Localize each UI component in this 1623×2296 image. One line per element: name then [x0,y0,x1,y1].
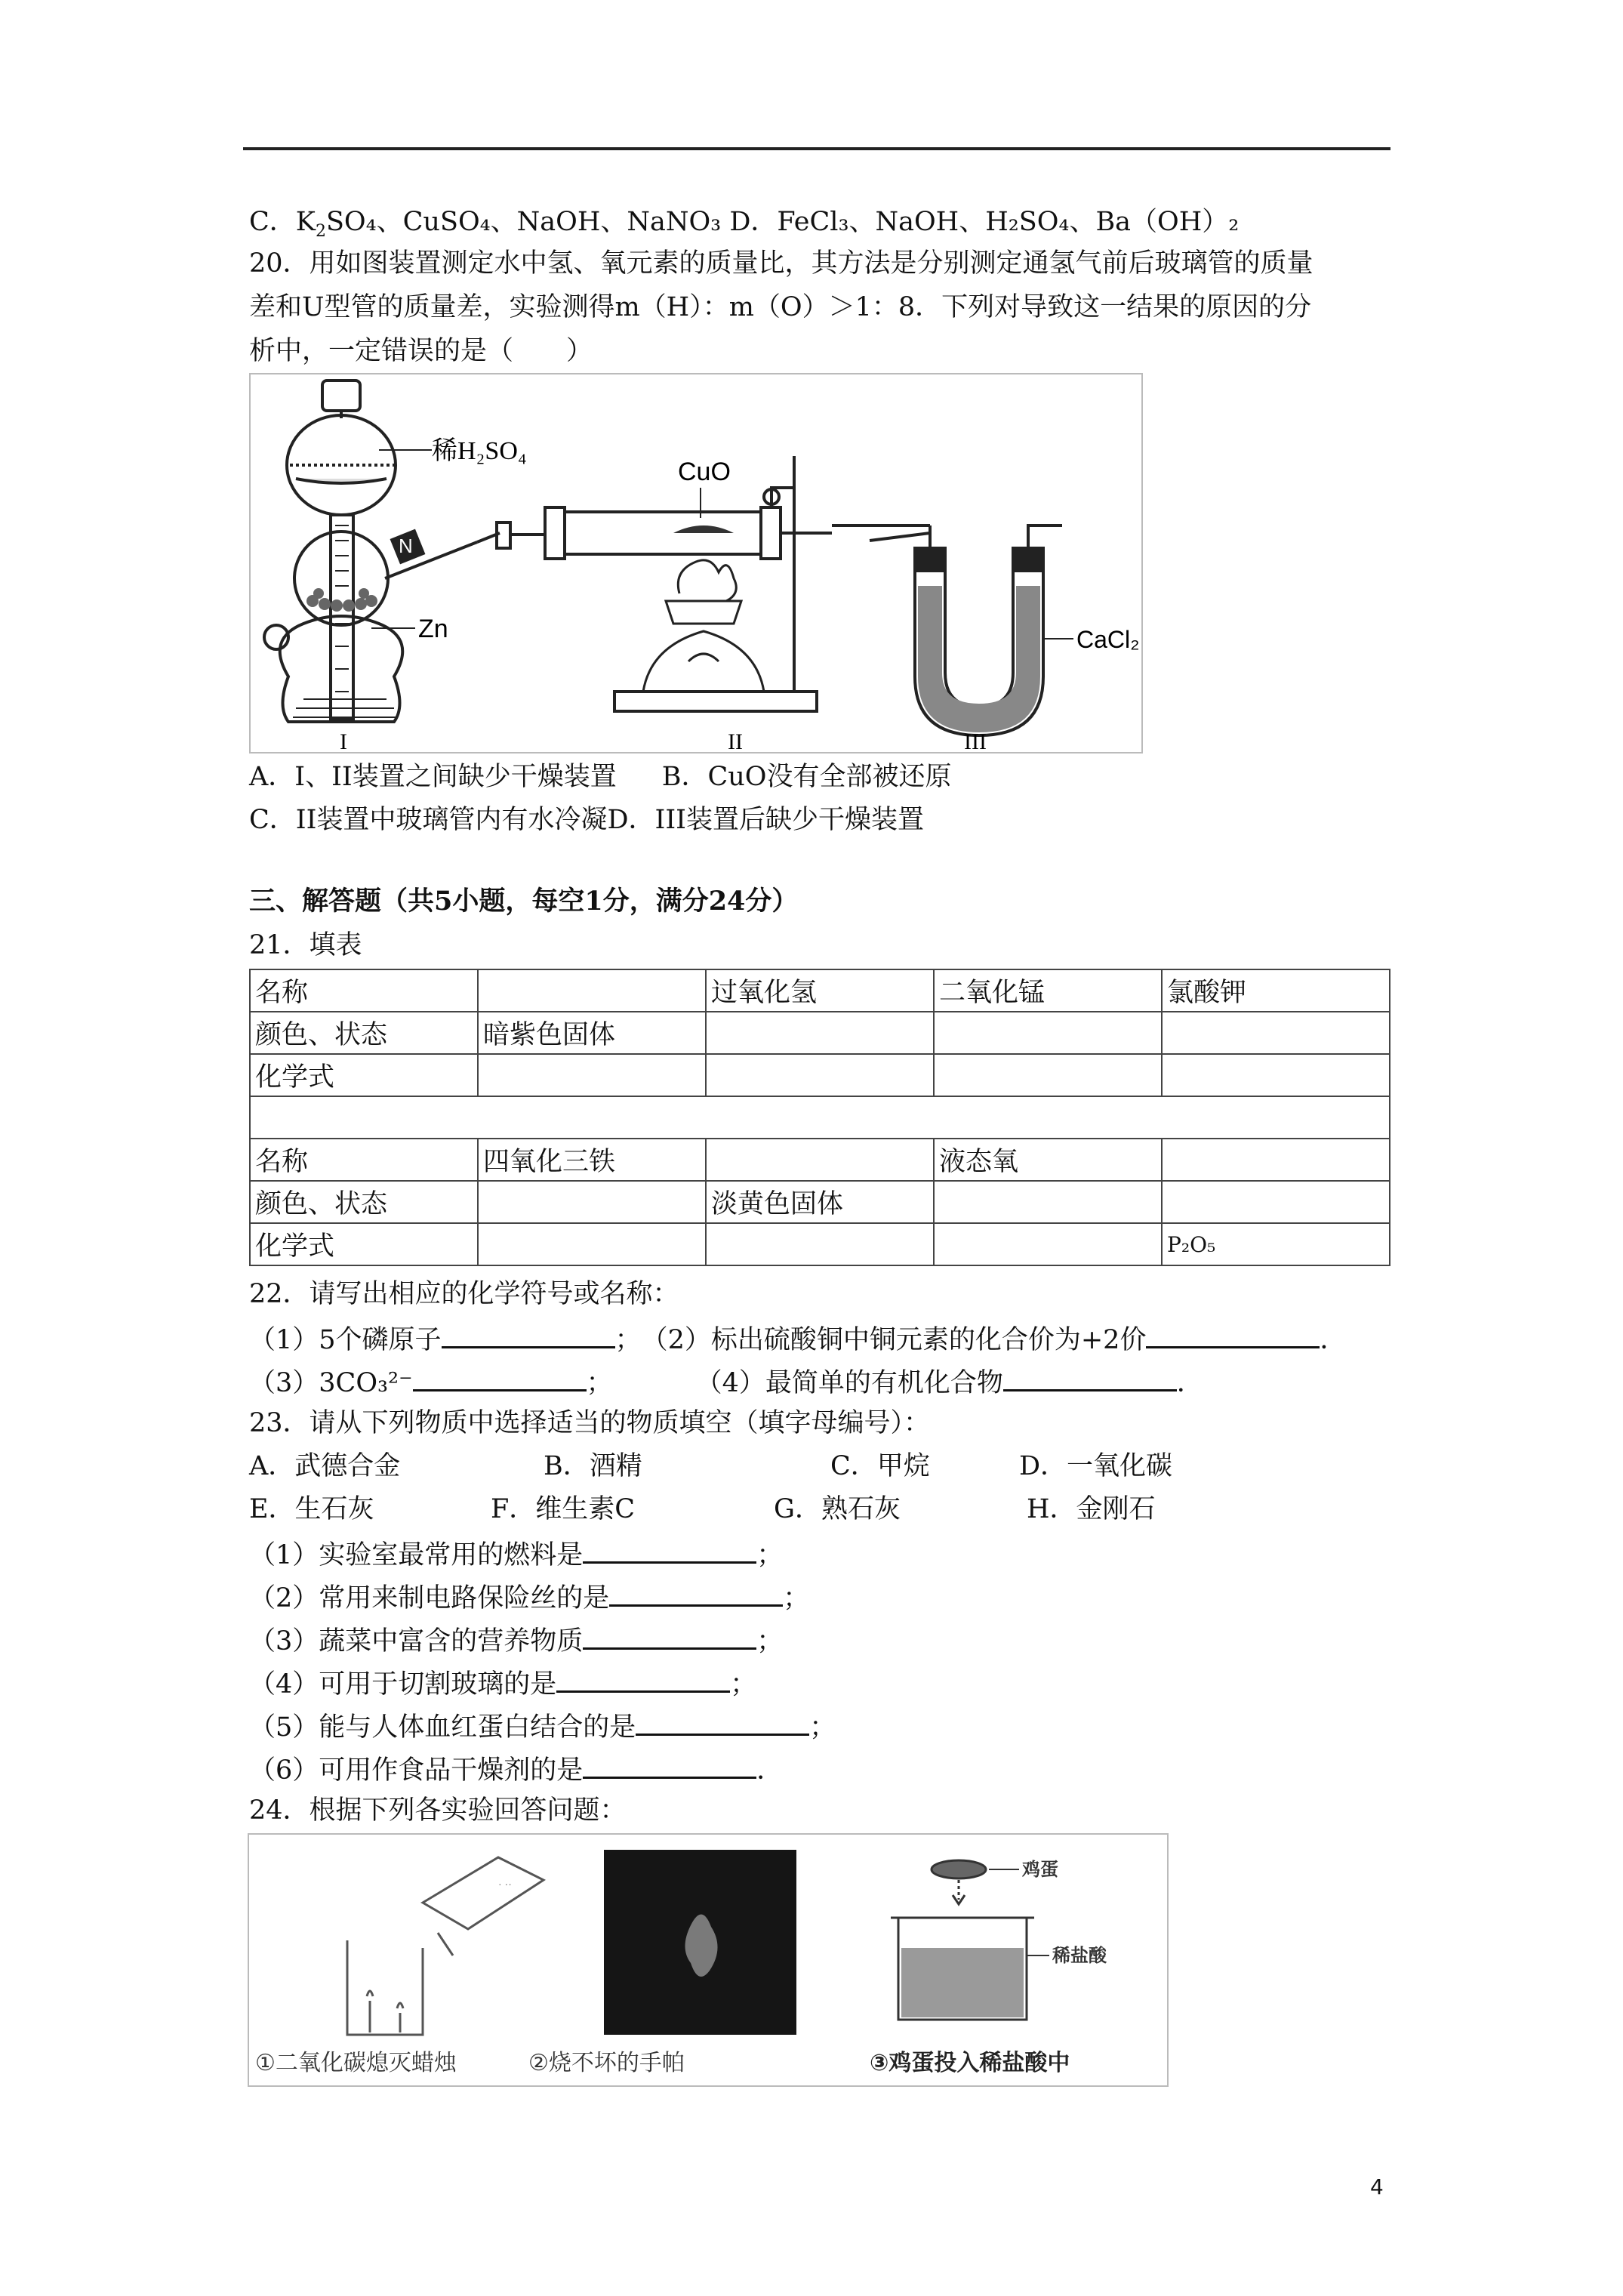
q23-item [249,1620,783,1660]
label-n: N [399,535,413,557]
q22-p1-end: ； [614,1325,629,1355]
q20-option-c: C．II装置中玻璃管内有水冷凝 [249,805,608,835]
label-dilute-hcl: 稀盐酸 [1052,1945,1107,1966]
label-egg: 鸡蛋 [1022,1859,1058,1880]
q23-item-end: ； [756,1540,784,1570]
q22-p4: （4）最简单的有机化合物 [695,1368,1003,1398]
table-cell: 二氧化锰 [934,969,1162,1012]
table-cell: 化学式 [250,1223,478,1265]
label-cuo: CuO [678,458,731,486]
table-cell [1162,1139,1390,1181]
table-cell [934,1054,1162,1096]
q21-title: 21．填表 [249,930,362,960]
table-row [250,1139,1390,1181]
q20-options-cd [249,802,924,838]
caption-2: ②烧不坏的手帕 [528,2050,685,2076]
q20-stem-line1: 20．用如图装置测定水中氢、氧元素的质量比，其方法是分别测定通氢气前后玻璃管的质量 [249,248,1313,279]
table-row [250,1054,1390,1096]
q23-item [249,1663,756,1703]
table-cell: 四氧化三铁 [478,1139,706,1181]
q22-p3-end: ； [586,1368,613,1398]
table-cell [478,969,706,1012]
q20-option-a: A．I、II装置之间缺少干燥装置 [249,762,617,792]
q22-p4-end: ． [1176,1368,1203,1398]
table-cell: 液态氧 [934,1139,1162,1181]
q22-line2 [249,1362,1203,1401]
caption-1: ①二氧化碳熄灭蜡烛 [255,2050,457,2076]
q23-option: G．熟石灰 [774,1494,901,1524]
co2-candle-panel [347,1857,544,2035]
page-number: 4 [1370,2174,1384,2199]
table-cell [1162,1054,1390,1096]
table-cell [1162,1181,1390,1223]
q23-item-end: ． [756,1755,784,1786]
q23-option: F．维生素C [491,1494,636,1524]
table-cell [706,1012,934,1054]
answer-blank[interactable] [609,1577,783,1607]
q23-option: A．武德合金 [249,1451,401,1481]
table-cell-empty [250,1096,1390,1139]
experiments-drawing [249,1835,1167,2085]
q23-options-row1 [249,1448,1172,1484]
dilute-hcl-liquid [901,1948,1024,2017]
table-cell: 名称 [250,969,478,1012]
answer-blank[interactable] [636,1706,809,1736]
q23-options-row2 [249,1491,1156,1527]
label-zn: Zn [418,615,448,643]
q24-title: 24．根据下列各实验回答问题： [249,1795,627,1826]
table-cell [934,1012,1162,1054]
q23-item-text: （4）可用于切割玻璃的是 [249,1669,557,1700]
table-row [250,1012,1390,1054]
label-acid: 稀H₂SO₄ [432,437,527,465]
q23-item [249,1706,836,1746]
q23-title: 23．请从下列物质中选择适当的物质填空（填字母编号）： [249,1408,931,1438]
q23-item-end: ； [783,1583,810,1613]
q23-item-text: （1）实验室最常用的燃料是 [249,1540,584,1570]
q24-experiments-figure [248,1833,1169,2087]
table-cell [706,1139,934,1181]
answer-blank[interactable] [1146,1319,1320,1348]
cuo-powder [673,525,734,533]
q22-line1 [249,1319,1346,1358]
q19-option-c-d: C．$K_2SO_4$、CuSO₄、NaOH、NaNO₃ D．FeCl₃、NaOH、H₂SO₄、Ba（OH）₂ [249,207,1240,241]
table-cell [934,1181,1162,1223]
q22-title: 22．请写出相应的化学符号或名称： [249,1279,679,1309]
table-cell [1162,1012,1390,1054]
answer-blank[interactable] [583,1749,756,1779]
cacl2-fill [918,586,1040,732]
answer-blank[interactable] [583,1534,756,1564]
q23-item-end: ； [756,1626,784,1657]
q22-p3: （3）3CO₃²⁻ [249,1368,413,1398]
q21-table [249,969,1390,1266]
zinc-granules [306,588,377,612]
label-cacl2: CaCl₂ [1076,626,1140,653]
answer-blank[interactable] [1003,1362,1177,1391]
q23-item [249,1577,809,1616]
apparatus-drawing [251,374,1141,752]
stand [614,456,817,711]
table-cell [934,1223,1162,1265]
table-cell: 名称 [250,1139,478,1181]
answer-blank[interactable] [413,1362,587,1391]
label-part-3: III [964,729,987,752]
table-cell: P₂O₅ [1162,1223,1390,1265]
table-separator-row [250,1096,1390,1139]
table-row [250,969,1390,1012]
q22-p2-end: ． [1320,1325,1347,1355]
combustion-tube [545,507,930,559]
table-cell: 颜色、状态 [250,1181,478,1223]
q23-option: B．酒精 [544,1451,642,1481]
table-cell: 氯酸钾 [1162,969,1390,1012]
glass-plate-mark: · ·· [498,1878,512,1890]
answer-blank[interactable] [583,1620,756,1650]
q23-option: H．金刚石 [1027,1494,1156,1524]
q20-stem-line3: 析中，一定错误的是（ ） [249,336,593,366]
q20-apparatus-figure [249,373,1143,754]
alcohol-lamp [643,560,764,692]
table-cell: 过氧化氢 [706,969,934,1012]
q22-p1: （1）5个磷原子 [249,1325,442,1355]
table-cell [706,1054,934,1096]
header-rule [243,147,1390,150]
q23-option: C．甲烷 [830,1451,930,1481]
q23-option: E．生石灰 [249,1494,374,1524]
q20-options-ab [249,759,952,795]
q20-stem-line2: 差和U型管的质量差，实验测得m（H）：m（O）＞1：8．下列对导致这一结果的原因的分 [249,292,1312,322]
label-part-2: II [728,729,743,752]
table-row [250,1223,1390,1265]
q23-item [249,1749,783,1789]
q23-item [249,1534,783,1573]
q23-item-end: ； [730,1669,757,1700]
q22-p2: （2）标出硫酸铜中铜元素的化合价为+2价 [654,1325,1147,1355]
table-cell: 化学式 [250,1054,478,1096]
label-part-1: I [340,729,347,752]
table-row [250,1181,1390,1223]
table-cell [478,1223,706,1265]
answer-blank[interactable] [442,1319,615,1348]
q23-item-text: （6）可用作食品干燥剂的是 [249,1755,584,1786]
table-cell [478,1181,706,1223]
q23-item-text: （2）常用来制电路保险丝的是 [249,1583,610,1613]
q23-item-text: （3）蔬菜中富含的营养物质 [249,1626,584,1657]
table-cell [706,1223,934,1265]
table-cell: 暗紫色固体 [478,1012,706,1054]
q23-item-text: （5）能与人体血红蛋白结合的是 [249,1712,636,1743]
table-cell: 淡黄色固体 [706,1181,934,1223]
q20-option-d: D．III装置后缺少干燥装置 [607,805,924,835]
table-cell [478,1054,706,1096]
section-3-title: 三、解答题（共5小题，每空1分，满分24分） [249,886,799,917]
q23-option: D．一氧化碳 [1019,1451,1173,1481]
q20-option-b: B．CuO没有全部被还原 [661,762,952,792]
answer-blank[interactable] [556,1663,730,1693]
caption-3: ③鸡蛋投入稀盐酸中 [870,2050,1070,2076]
q23-item-end: ； [809,1712,836,1743]
table-cell: 颜色、状态 [250,1012,478,1054]
